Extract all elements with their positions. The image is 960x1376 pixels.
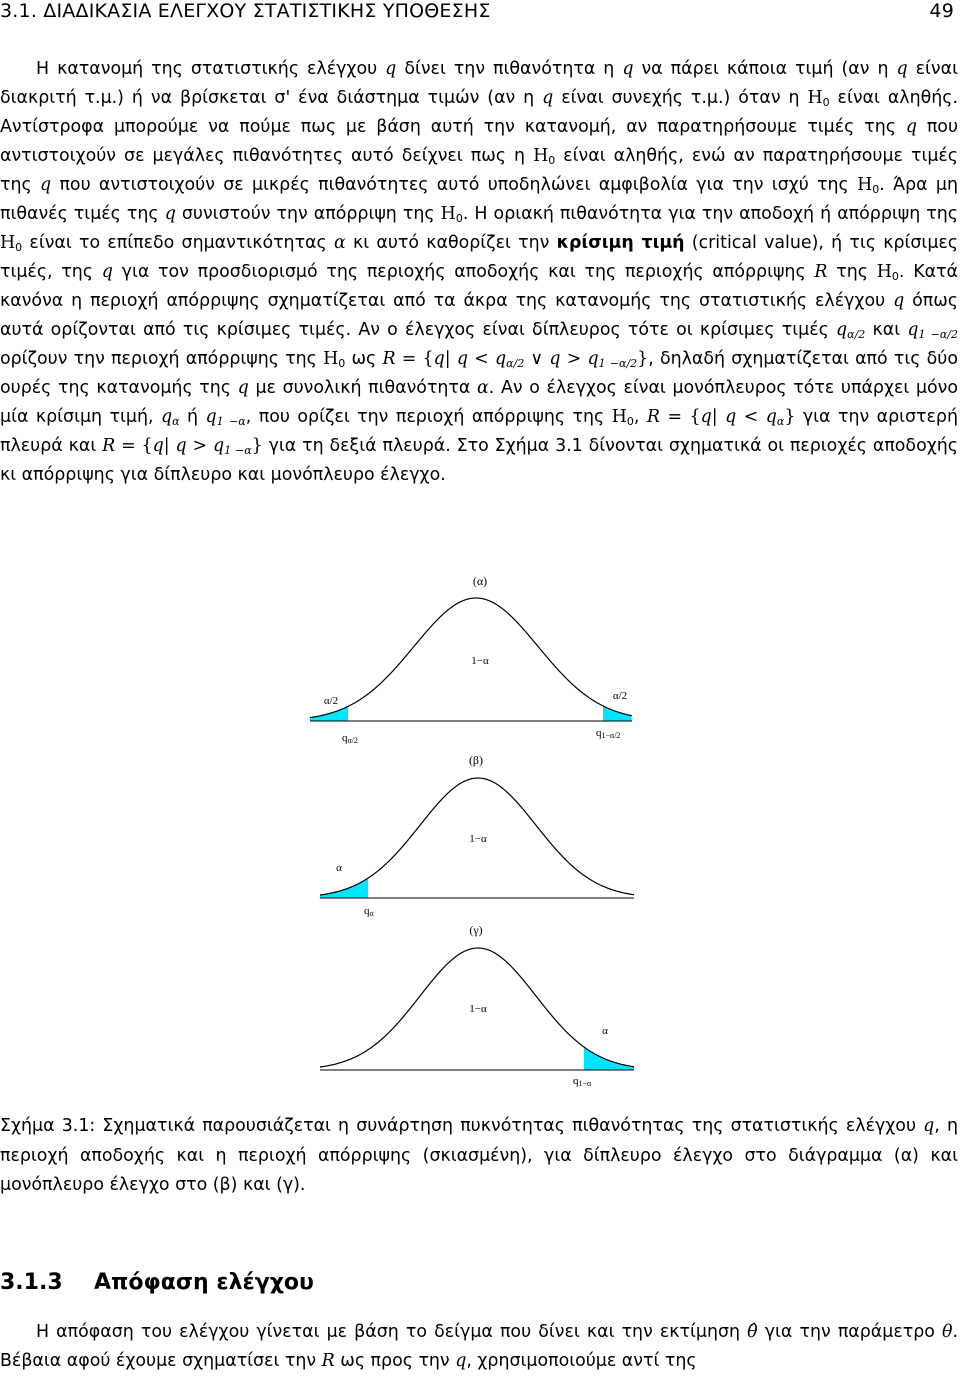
- text-span: για τον προσδιορισμό της περιοχής αποδοχής και της περιοχής απόρριψης: [112, 262, 815, 282]
- panel-gamma: [320, 923, 634, 1088]
- math-R: R: [102, 436, 116, 456]
- panel-label: (γ): [469, 923, 483, 937]
- math-sub: 0: [626, 415, 634, 428]
- text-span: ορίζουν την περιοχή απόρριψης της: [0, 349, 324, 369]
- math-op: <: [736, 407, 766, 427]
- left-tail-label: α: [336, 862, 342, 874]
- text-span: που αντιστοιχούν σε μεγάλες πιθανότητες αυτό δείχνει πως η: [0, 117, 959, 166]
- math-sub: 0: [872, 183, 880, 196]
- panel-beta: [320, 753, 634, 918]
- math-q: q: [494, 349, 507, 369]
- text-span: Η απόφαση του ελέγχου γίνεται με βάση το δείγμα που δίνει και την εκτίμηση: [36, 1322, 748, 1342]
- math-q: q: [896, 59, 908, 79]
- text-span: για την αριστερή πλευρά και: [0, 407, 958, 456]
- math-q: q: [549, 349, 561, 369]
- math-sub: 1 −α/2: [598, 357, 638, 370]
- main-paragraph: [0, 55, 958, 490]
- math-q: q: [455, 1351, 467, 1371]
- header-section-title: 3.1. ΔΙΑΔΙΚΑΣΙΑ ΕΛΕΓΧΟΥ ΣΤΑΤΙΣΤΙΚΗΣ ΥΠΟΘΕΣΗΣ: [0, 0, 491, 22]
- math-op: }: [637, 349, 649, 369]
- math-op: <: [467, 349, 495, 369]
- math-q: q: [542, 88, 554, 108]
- math-op: = {: [660, 407, 701, 427]
- text-span: για τη δεξιά πλευρά. Στο Σχήμα 3.1 δίνονται σχηματικά οι περιοχές αποδοχής κι απόρριψης για δίπλευρο και μονόπλευρο έλεγχο.: [0, 436, 958, 485]
- math-q: q: [587, 349, 599, 369]
- math-q: q: [152, 436, 164, 456]
- math-q: q: [765, 407, 777, 427]
- math-op: }: [784, 407, 796, 427]
- math-sub: 1 −α: [216, 415, 246, 428]
- text-span: της: [827, 262, 877, 282]
- text-span: , που ορίζει την περιοχή απόρριψης της: [245, 407, 612, 427]
- section-paragraph: [0, 1318, 958, 1376]
- text-span: ως προς την: [334, 1351, 456, 1371]
- text-span: είναι αληθής, ενώ αν παρατηρήσουμε τιμές της: [0, 146, 959, 195]
- math-q: q: [893, 291, 905, 311]
- math-op: = {: [395, 349, 434, 369]
- math-q: q: [160, 407, 173, 427]
- acceptance-label: 1−α: [469, 1003, 487, 1015]
- text-span: ή: [179, 407, 206, 427]
- math-H: H: [857, 175, 873, 195]
- math-alpha: α: [333, 233, 346, 253]
- bold-term: κρίσιμη τιμή: [556, 233, 685, 253]
- text-span: για την παράμετρο: [757, 1322, 942, 1342]
- math-sub: 0: [15, 241, 23, 254]
- page-number: 49: [929, 0, 954, 22]
- text-span: με συνολική πιθανότητα: [248, 378, 478, 398]
- math-q: q: [213, 436, 225, 456]
- math-sub: 1 −α: [224, 444, 252, 457]
- math-q: q: [237, 378, 249, 398]
- acceptance-label: 1−α: [471, 655, 489, 667]
- section-heading: [0, 1268, 314, 1298]
- right-tail-label: α/2: [612, 690, 628, 702]
- math-q: q: [905, 117, 917, 137]
- text-span: ,: [633, 407, 647, 427]
- text-span: (critical value), ή τις κρίσιμες τιμές, της: [0, 233, 958, 282]
- math-H: H: [440, 204, 456, 224]
- math-sub: α: [172, 415, 180, 428]
- math-R: R: [646, 407, 660, 427]
- figure-caption: [0, 1112, 958, 1201]
- caption-text: Σχήμα 3.1: Σχηματικά παρουσιάζεται η συνάρτηση πυκνότητας πιθανότητας της στατιστικής ελέγχου: [0, 1116, 924, 1136]
- math-q: q: [725, 407, 737, 427]
- math-H: H: [323, 349, 339, 369]
- math-sub: 0: [338, 357, 346, 370]
- text-span: συνιστούν την απόρριψη της: [175, 204, 441, 224]
- caption-text: , η περιοχή αποδοχής και η περιοχή απόρριψης (σκιασμένη), για δίπλευρο έλεγχο στο διάγραμμα (α) και μονόπλευρο έλεγχο στο (β) και (γ).: [0, 1116, 958, 1195]
- math-sub: 0: [822, 96, 830, 109]
- left-tail-label: α/2: [323, 695, 339, 707]
- math-sub: α: [776, 415, 785, 428]
- panel-label: (β): [468, 753, 484, 767]
- text-span: ως: [345, 349, 383, 369]
- math-op: >: [560, 349, 588, 369]
- math-op: |: [444, 349, 457, 369]
- math-q: q: [205, 407, 217, 427]
- math-R: R: [321, 1351, 335, 1371]
- right-critical-label: q1−α/2: [596, 727, 621, 740]
- math-op: ∨: [524, 349, 550, 369]
- math-op: |: [711, 407, 726, 427]
- math-alpha: α: [477, 378, 489, 398]
- text-span: κι αυτό καθορίζει την: [345, 233, 557, 253]
- math-sub: 0: [548, 154, 556, 167]
- text-span: και: [865, 320, 908, 340]
- text-span: είναι το επίπεδο σημαντικότητας: [22, 233, 334, 253]
- math-H: H: [533, 146, 549, 166]
- panel-label: (α): [472, 574, 488, 588]
- text-span: . Κατά κανόνα η περιοχή απόρριψης σχηματίζεται από τα άκρα της κατανομής της στατιστικής ελέγχου: [0, 262, 959, 311]
- math-q: q: [907, 320, 919, 340]
- left-critical-label: qα/2: [342, 732, 358, 745]
- text-span: . Βέβαια αφού έχουμε σχηματίσει την: [0, 1322, 958, 1371]
- math-q: q: [385, 59, 397, 79]
- math-q: q: [164, 204, 176, 224]
- math-q: q: [836, 320, 848, 340]
- math-theta-hat: θ̂: [747, 1322, 758, 1342]
- text-span: είναι συνεχής τ.μ.) όταν η: [553, 88, 808, 108]
- math-H: H: [611, 407, 627, 427]
- text-span: που αντιστοιχούν σε μικρές πιθανότητες αυτό υποδηλώνει αμφιβολία για την ισχύ της: [51, 175, 858, 195]
- tail-shade-right: [584, 1047, 634, 1070]
- math-sub: α/2: [506, 357, 525, 370]
- acceptance-label: 1−α: [469, 833, 487, 845]
- math-q: q: [101, 262, 113, 282]
- math-sub: α/2: [847, 328, 866, 341]
- math-op: }: [251, 436, 263, 456]
- text-span: δίνει την πιθανότητα η: [396, 59, 623, 79]
- figure-3-1: [0, 568, 960, 1098]
- math-sub: 0: [891, 270, 899, 283]
- left-critical-label: qα: [364, 905, 374, 918]
- text-span: , χρησιμοποιούμε αντί της: [466, 1351, 697, 1371]
- text-span: είναι αληθής. Αντίστροφα μπορούμε να πούμε πως με βάση αυτή την κατανομή, αν παρατηρήσουμε τιμές της: [0, 88, 959, 137]
- text-span: είναι διακριτή τ.μ.) ή να βρίσκεται σ' ένα διάστημα τιμών (αν η: [0, 59, 958, 108]
- running-header: [0, 0, 958, 24]
- math-H: H: [807, 88, 823, 108]
- right-critical-label: q1−α: [573, 1075, 592, 1088]
- text-span: Η κατανομή της στατιστικής ελέγχου: [36, 59, 386, 79]
- section-number: 3.1.3: [0, 1270, 63, 1295]
- math-q: q: [40, 175, 52, 195]
- math-q: q: [175, 436, 187, 456]
- text-span: . Άρα μη πιθανές τιμές της: [0, 175, 959, 224]
- text-span: να πάρει κάποια τιμή (αν η: [633, 59, 897, 79]
- math-H: H: [0, 233, 16, 253]
- math-op: = {: [115, 436, 153, 456]
- math-op: >: [186, 436, 213, 456]
- math-q: q: [456, 349, 468, 369]
- math-sub: 1 −α/2: [918, 328, 958, 341]
- math-R: R: [814, 262, 828, 282]
- text-span: . Η οριακή πιθανότητα για την αποδοχή ή απόρριψη της: [462, 204, 959, 224]
- text-span: όπως αυτά ορίζονται από τις κρίσιμες τιμές. Αν ο έλεγχος είναι δίπλευρος τότε οι κρίσιμες τιμές: [0, 291, 958, 340]
- math-q: q: [700, 407, 712, 427]
- tail-shade-left: [320, 878, 368, 898]
- section-title: Απόφαση ελέγχου: [94, 1270, 314, 1295]
- math-q: q: [923, 1116, 935, 1136]
- panel-alpha: [310, 574, 632, 745]
- text-span: . Αν ο έλεγχος είναι μονόπλευρος τότε υπάρχει μόνο μία κρίσιμη τιμή,: [0, 378, 959, 427]
- math-op: |: [163, 436, 176, 456]
- math-sub: 0: [455, 212, 463, 225]
- math-theta: θ: [941, 1322, 953, 1342]
- text-span: , δηλαδή σχηματίζεται από τις δύο ουρές της κατανομής της: [0, 349, 958, 398]
- right-tail-label: α: [602, 1025, 608, 1037]
- math-R: R: [382, 349, 396, 369]
- math-H: H: [876, 262, 892, 282]
- math-q: q: [622, 59, 634, 79]
- math-q: q: [433, 349, 445, 369]
